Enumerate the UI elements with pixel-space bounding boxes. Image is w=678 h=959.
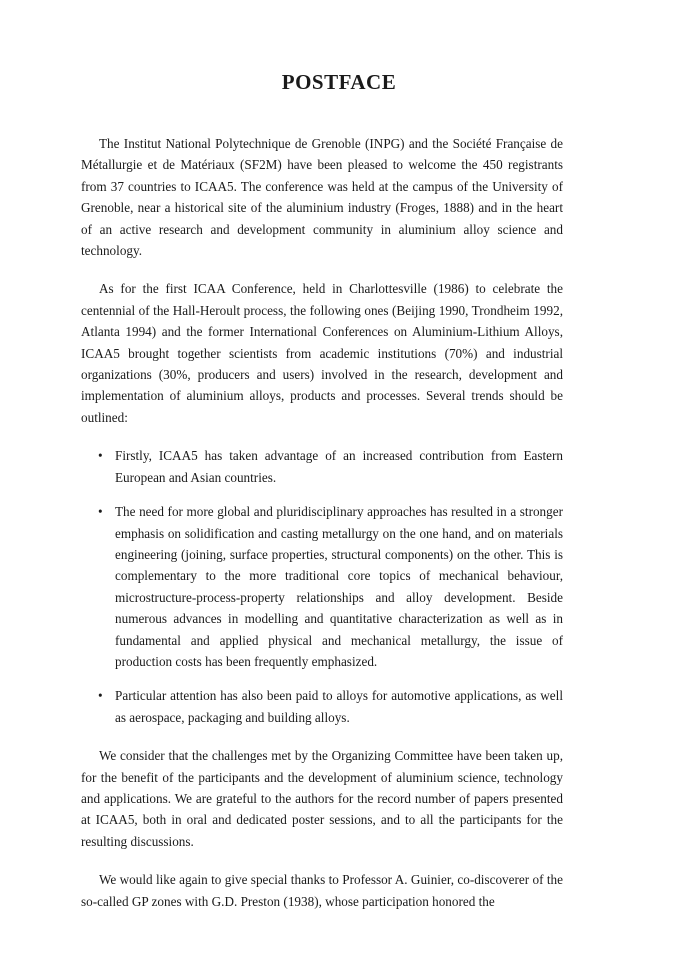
paragraph-acknowledgement: We consider that the challenges met by the Organizing Committee have been taken up, for the benefit of the participants and the development of aluminium science, technology and applications. We are grateful to the authors for the record number of papers presented at ICAA5, both in oral and dedicated poster sessions, and to all the participants for the resulting discussions. [81, 748, 563, 849]
body-text [81, 133, 563, 929]
bullet-icon: • [98, 448, 103, 464]
bullet-icon: • [98, 688, 103, 704]
list-item-text: Firstly, ICAA5 has taken advantage of an increased contribution from Eastern European and Asian countries. [115, 448, 563, 485]
paragraph-special-thanks: We would like again to give special thanks to Professor A. Guinier, co-discoverer of the so-called GP zones with G.D. Preston (1938), whose participation honored the [81, 872, 563, 909]
list-item [81, 685, 563, 728]
list-item-text: Particular attention has also been paid to alloys for automotive applications, as well as aerospace, packaging and building alloys. [115, 688, 563, 725]
paragraph-conference-history: As for the first ICAA Conference, held in Charlottesville (1986) to celebrate the centennial of the Hall-Heroult process, the following ones (Beijing 1990, Trondheim 1992, Atlanta 1994) and the former International Conferences on Aluminium-Lithium Alloys, ICAA5 brought together scientists from academic institutions (70%) and industrial organizations (30%, producers and users) involved in the research, development and implementation of aluminium alloys, products and processes. Several trends should be outlined: [81, 281, 563, 425]
bullet-icon: • [98, 504, 103, 520]
paragraph-intro: The Institut National Polytechnique de Grenoble (INPG) and the Société Française de Métallurgie et de Matériaux (SF2M) have been pleased to welcome the 450 registrants from 37 countries to ICAA5. The conference was held at the campus of the University of Grenoble, near a historical site of the aluminium industry (Froges, 1888) and in the heart of an active research and development community in aluminium alloy science and technology. [81, 136, 563, 259]
page-title: POSTFACE [281, 70, 397, 94]
trends-list [81, 445, 563, 728]
list-item [81, 445, 563, 488]
list-item-text: The need for more global and pluridisciplinary approaches has resulted in a stronger emphasis on solidification and casting metallurgy on the one hand, and on materials engineering (joining, surface properties, structural components) on the other. This is complementary to the more traditional core topics of mechanical behaviour, microstructure-process-property relationships and alloy development. Beside numerous advances in modelling and quantitative characterization as well as in fundamental and applied physical and mechanical metallurgy, the issue of production costs has been frequently emphasized. [115, 504, 563, 669]
list-item [81, 501, 563, 672]
